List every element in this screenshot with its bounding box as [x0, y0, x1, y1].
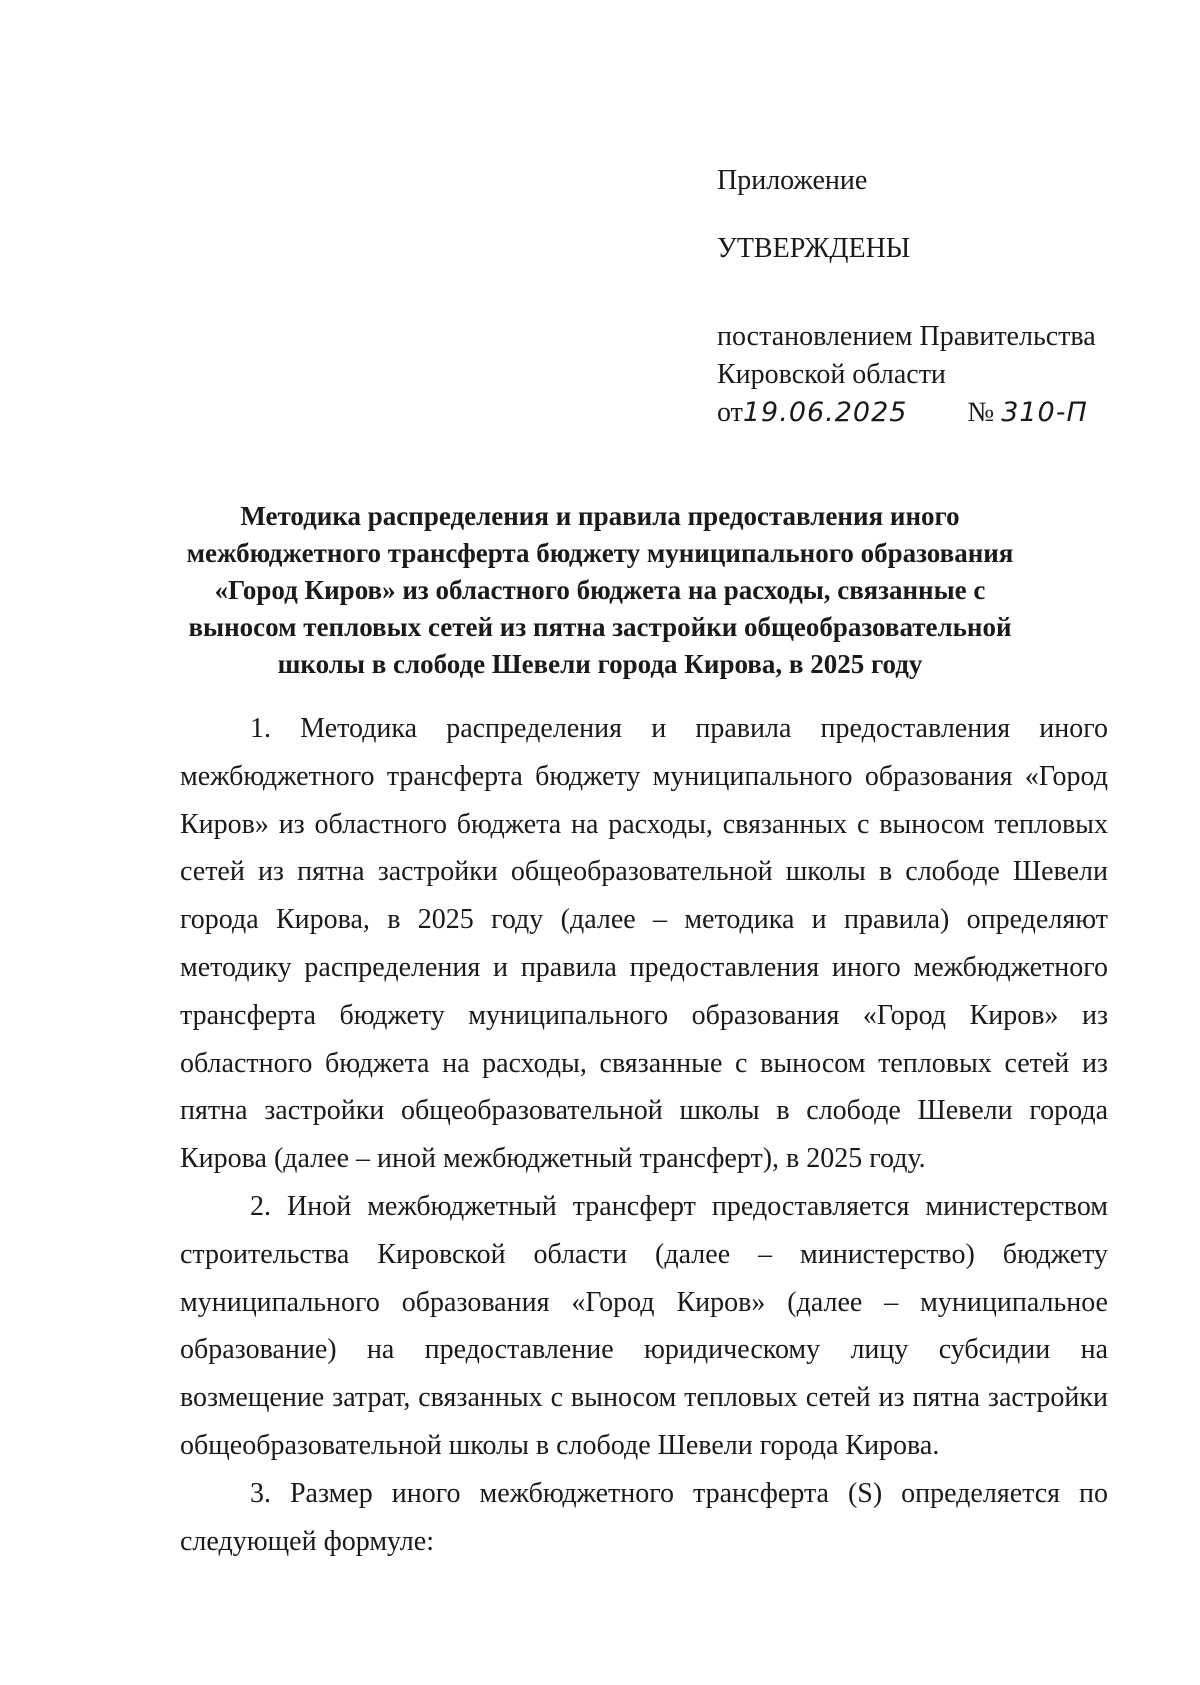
paragraph-2: 2. Иной межбюджетный трансферт предоставляется министерством строительства Кировской области (далее – министерство) бюджету муниципального образования «Город Киров» (далее – муниципальное образование) на предоставление юридическому лицу субсидии на возмещение затрат, связанных с выносом тепловых сетей из пятна застройки общеобразовательной школы в слободе Шевели города Кирова.: [180, 1190, 1108, 1461]
handwritten-number: 310-П: [1001, 397, 1088, 428]
number-label: №: [967, 397, 995, 428]
appendix-label: Приложение: [717, 165, 868, 196]
title-line: межбюджетного трансферта бюджету муниципального образования: [186, 538, 1014, 568]
handwritten-date: 19.06.2025: [742, 397, 908, 428]
decree-date-line: [717, 394, 1147, 432]
title-line: школы в слободе Шевели города Кирова, в 2025 году: [277, 649, 923, 679]
title-line: Методика распределения и правила предоставления иного: [240, 501, 960, 531]
decree-line-2: Кировской области: [717, 359, 946, 390]
document-title: [150, 498, 1050, 683]
document-body: [180, 705, 1108, 1565]
title-line: выносом тепловых сетей из пятна застройки общеобразовательной: [188, 612, 1012, 642]
decree-line-1: постановлением Правительства: [717, 321, 1096, 352]
approval-block: [717, 162, 1147, 432]
approved-label: УТВЕРЖДЕНЫ: [717, 233, 911, 264]
paragraph-1: 1. Методика распределения и правила предоставления иного межбюджетного трансферта бюджету муниципального образования «Город Киров» из областного бюджета на расходы, связанных с выносом тепловых сетей из пятна застройки общеобразовательной школы в слободе Шевели города Кирова, в 2025 году (далее – методика и правила) определяют методику распределения и правила предоставления иного межбюджетного трансферта бюджету муниципального образования «Город Киров» из областного бюджета на расходы, связанные с выносом тепловых сетей из пятна застройки общеобразовательной школы в слободе Шевели города Кирова (далее – иной межбюджетный трансферт), в 2025 году.: [180, 713, 1108, 1175]
paragraph-3: 3. Размер иного межбюджетного трансферта (S) определяется по следующей формуле:: [180, 1477, 1108, 1557]
title-line: «Город Киров» из областного бюджета на расходы, связанные с: [214, 575, 986, 605]
date-prefix: от: [717, 397, 743, 428]
